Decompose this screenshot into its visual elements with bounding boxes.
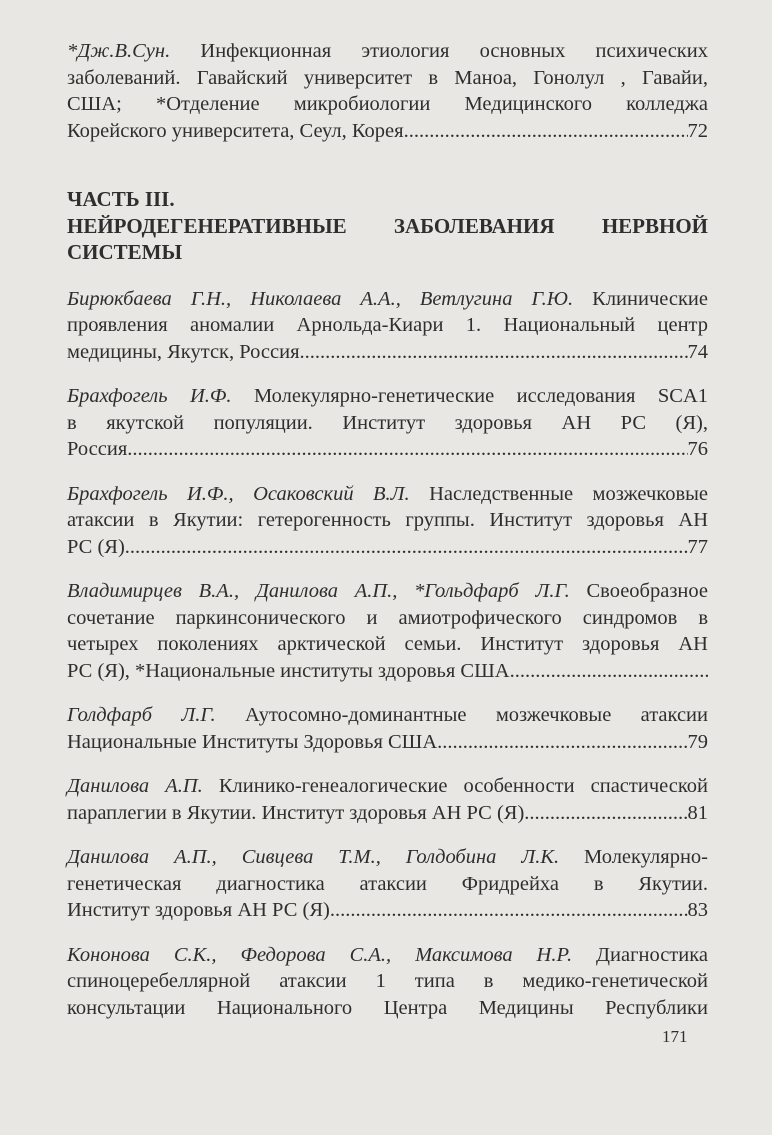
toc-entry	[67, 38, 708, 144]
dot-leader	[300, 339, 688, 366]
entry-title-text: заболеваний. Гавайский университет в Маноа, Гонолул , Гавайи,	[67, 66, 708, 89]
dot-leader	[330, 897, 688, 924]
entry-line	[67, 897, 708, 924]
page-number: 171	[662, 1027, 688, 1046]
toc-page	[67, 38, 708, 1039]
entry-line	[67, 844, 708, 871]
entry-page: 76	[687, 438, 708, 460]
entry-line	[67, 800, 708, 827]
entry-text	[67, 997, 708, 1019]
toc-entry	[67, 383, 708, 463]
entry-authors: Владимирцев В.А., Данилова А.П., *Гольдфарб Л.Г.	[67, 580, 570, 602]
entry-text	[67, 385, 708, 407]
entry-line	[67, 38, 708, 65]
entry-title-text: Аутосомно-доминантные мозжечковые атаксии	[244, 704, 708, 726]
entry-title-text: Молекулярно-	[584, 846, 709, 868]
toc-entry	[67, 773, 708, 826]
entry-page: 77	[687, 535, 708, 558]
entry-text	[67, 607, 708, 629]
entry-title-text: РС (Я), *Национальные институты здоровья США	[67, 659, 510, 682]
toc-entry	[67, 942, 708, 1022]
entry-title-text: Клинические	[592, 287, 709, 310]
entry-title-text: сочетание паркинсонического и амиотрофического синдромов в	[67, 606, 708, 629]
entry-title-text: США; *Отделение микробиологии Медицинского колледжа	[67, 93, 708, 115]
entry-title-text: четырех поколениях арктической семьи. Институт здоровья АН	[67, 633, 708, 655]
entry-line	[67, 968, 708, 995]
entry-text	[67, 534, 125, 561]
entry-title-text: Россия	[67, 438, 128, 460]
entry-line	[67, 702, 708, 729]
entry-line	[67, 383, 708, 410]
section-heading	[67, 186, 708, 266]
entry-line	[67, 436, 708, 463]
entry-line	[67, 995, 708, 1022]
entry-line	[67, 773, 708, 800]
entry-line	[67, 507, 708, 534]
entry-text	[67, 633, 708, 655]
entry-title-text: параплегии в Якутии. Институт здоровья АН РС (Я)	[67, 801, 525, 824]
entry-text	[67, 509, 708, 531]
entry-text	[67, 412, 708, 434]
entry-text	[67, 339, 300, 366]
entry-title-text: Диагностика	[596, 943, 708, 966]
section-part: ЧАСТЬ III.	[67, 187, 175, 211]
entry-text	[67, 775, 708, 797]
entry-page: 74	[687, 340, 708, 363]
section-title-line2: СИСТЕМЫ	[67, 240, 183, 264]
entry-page: 72	[687, 119, 708, 142]
entry-title-text: Своеобразное	[586, 580, 708, 602]
entry-text	[67, 67, 708, 89]
entry-text	[67, 658, 510, 685]
entry-text	[67, 729, 437, 756]
entry-line	[67, 118, 708, 145]
entry-line	[67, 410, 708, 437]
entry-text	[67, 314, 708, 336]
entry-title-text: Наследственные мозжечковые	[429, 482, 709, 505]
entry-text	[67, 897, 330, 924]
entry-title-text: спиноцеребеллярной атаксии 1 типа в медико-генетической	[67, 970, 708, 992]
entry-title-text: Клинико-генеалогические особенности спастической	[218, 775, 708, 797]
entry-line	[67, 658, 708, 685]
entry-text	[67, 970, 708, 992]
entry-text	[67, 846, 708, 868]
entry-page: 81	[687, 801, 708, 824]
entry-text	[67, 704, 708, 726]
entry-line	[67, 286, 708, 313]
entry-authors: Кононова С.К., Федорова С.А., Максимова Н.Р.	[67, 943, 573, 966]
entry-title-text: Институт здоровья АН РС (Я)	[67, 899, 330, 921]
entry-title-text: Национальные Институты Здоровья США	[67, 730, 438, 753]
entry-line	[67, 534, 708, 561]
entry-text	[67, 40, 708, 62]
entry-authors: Бирюкбаева Г.Н., Николаева А.А., Ветлугина Г.Ю.	[67, 287, 574, 310]
entry-line	[67, 91, 708, 118]
entry-title-text: атаксии в Якутии: гетерогенность группы. Институт здоровья АН	[67, 509, 708, 531]
entry-line	[67, 578, 708, 605]
entry-line	[67, 605, 708, 632]
entry-text	[67, 873, 708, 895]
entry-text	[67, 436, 127, 463]
entry-line	[67, 481, 708, 508]
entry-line	[67, 942, 708, 969]
dot-leader	[125, 534, 688, 561]
entry-page: 79	[687, 730, 708, 753]
entry-text	[67, 483, 708, 505]
dot-leader	[127, 436, 687, 463]
entry-text	[67, 944, 708, 966]
entry-line	[67, 729, 708, 756]
entry-line	[67, 339, 708, 366]
toc-entry	[67, 702, 708, 755]
dot-leader	[524, 800, 687, 827]
entry-text	[67, 288, 708, 310]
entry-authors: Данилова А.П.	[67, 775, 203, 797]
entry-text	[67, 800, 524, 827]
entry-title-text: проявления аномалии Арнольда-Киари 1. Национальный центр	[67, 314, 708, 336]
entry-title-text: РС (Я)	[67, 535, 125, 558]
entry-title-text: в якутской популяции. Институт здоровья АН РС (Я),	[67, 411, 708, 434]
entry-line	[67, 312, 708, 339]
entry-line	[67, 65, 708, 92]
entry-title-text: Молекулярно-генетические исследования SCA1	[253, 385, 708, 407]
entry-title-text: Инфекционная этиология основных психических	[200, 40, 708, 62]
entry-line	[67, 871, 708, 898]
toc-entry	[67, 286, 708, 366]
entry-title-text: Корейского университета, Сеул, Корея	[67, 119, 404, 142]
entry-authors: Брахфогель И.Ф., Осаковский В.Л.	[67, 482, 410, 505]
toc-entry	[67, 844, 708, 924]
dot-leader	[404, 118, 688, 145]
section-title-line1: НЕЙРОДЕГЕНЕРАТИВНЫЕ ЗАБОЛЕВАНИЯ НЕРВНОЙ	[67, 213, 708, 238]
entry-title-text: медицины, Якутск, Россия	[67, 340, 300, 363]
entry-text	[67, 580, 708, 602]
entry-title-text: консультации Национального Центра Медицины Республики	[67, 996, 708, 1019]
entry-authors: *Дж.В.Сун.	[67, 40, 171, 62]
toc-entry	[67, 481, 708, 561]
entry-text	[67, 118, 404, 145]
dot-leader	[510, 658, 708, 685]
toc-entry	[67, 578, 708, 684]
entry-title-text: генетическая диагностика атаксии Фридрейха в Якутии.	[67, 872, 708, 895]
entry-authors: Брахфогель И.Ф.	[67, 385, 232, 407]
dot-leader	[437, 729, 687, 756]
entry-authors: Голдфарб Л.Г.	[67, 704, 216, 726]
entry-line	[67, 631, 708, 658]
entry-page: 83	[687, 899, 708, 921]
entry-authors: Данилова А.П., Сивцева Т.М., Голдобина Л.К.	[67, 846, 560, 868]
entry-text	[67, 93, 708, 115]
